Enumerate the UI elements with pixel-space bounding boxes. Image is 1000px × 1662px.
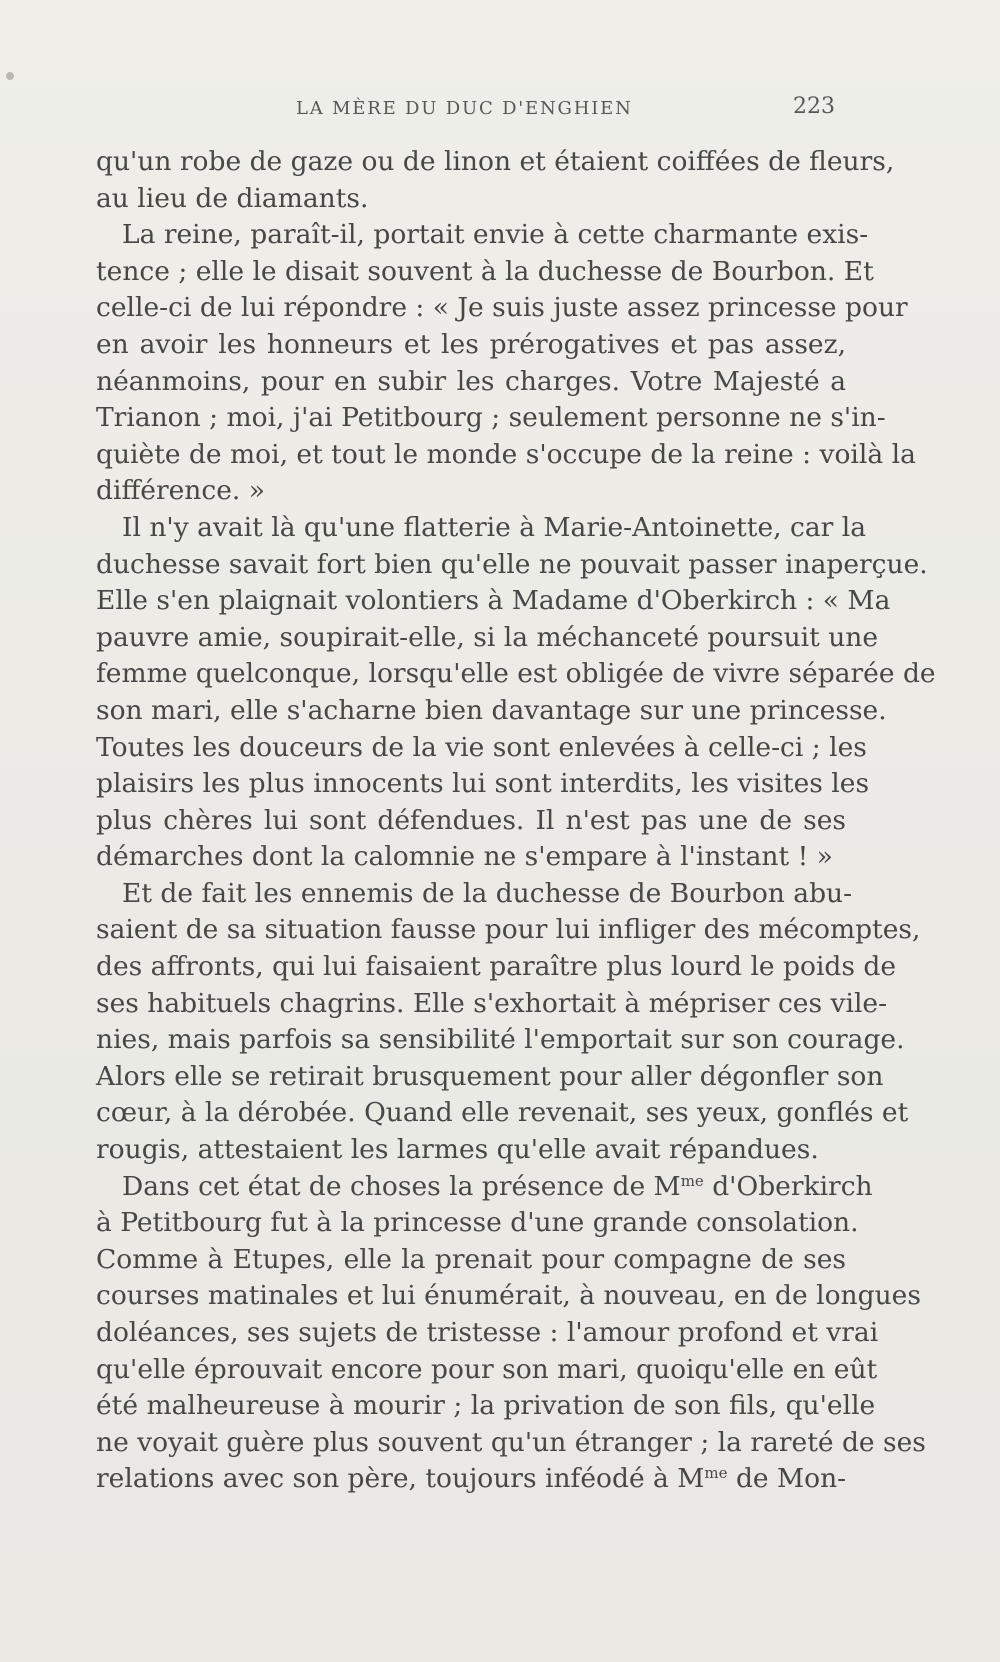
text-line: été malheureuse à mourir ; la privation de son fils, qu'elle: [96, 1390, 876, 1422]
text-line: ne voyait guère plus souvent qu'un étranger ; la rareté de ses: [96, 1426, 926, 1458]
text-line: celle-ci de lui répondre : « Je suis juste assez princesse pour: [96, 292, 908, 324]
text-line: Comme à Etupes, elle la prenait pour compagne de ses: [96, 1243, 846, 1275]
text-line: des affronts, qui lui faisaient paraître plus lourd le poids de: [96, 951, 897, 983]
text-line: duchesse savait fort bien qu'elle ne pouvait passer inaperçue.: [96, 548, 928, 580]
text-fragment: Dans cet état de choses la présence de M: [122, 1170, 681, 1202]
text-line: plus chères lui sont défendues. Il n'est pas une de ses: [96, 804, 846, 836]
text-line: pauvre amie, soupirait-elle, si la méchanceté poursuit une: [96, 621, 879, 653]
text-line: Toutes les douceurs de la vie sont enlevées à celle-ci ; les: [96, 731, 867, 763]
superscript: me: [680, 1171, 704, 1190]
text-fragment: de Mon-: [727, 1463, 847, 1495]
text-line: femme quelconque, lorsqu'elle est obligée de vivre séparée de: [96, 658, 936, 690]
text-fragment: relations avec son père, toujours inféodé à M: [96, 1463, 705, 1495]
paper-speck: [6, 72, 14, 80]
text-line: qu'elle éprouvait encore pour son mari, quoiqu'elle en eût: [96, 1353, 878, 1385]
text-line: Il n'y avait là qu'une flatterie à Marie-Antoinette, car la: [122, 511, 866, 543]
text-line: quiète de moi, et tout le monde s'occupe de la reine : voilà la: [96, 438, 916, 470]
text-line: néanmoins, pour en subir les charges. Votre Majesté a: [96, 365, 846, 397]
text-line: Alors elle se retirait brusquement pour aller dégonfler son: [96, 1060, 884, 1092]
text-line: [96, 1461, 846, 1498]
text-line: Trianon ; moi, j'ai Petitbourg ; seulement personne ne s'in-: [96, 402, 886, 434]
text-line: nies, mais parfois sa sensibilité l'emportait sur son courage.: [96, 1024, 905, 1056]
text-line: courses matinales et lui énumérait, à nouveau, en de longues: [96, 1280, 921, 1312]
text-line: ses habituels chagrins. Elle s'exhortait à mépriser ces vile-: [96, 987, 888, 1019]
text-line: [96, 1169, 873, 1206]
text-line: à Petitbourg fut à la princesse d'une grande consolation.: [96, 1207, 859, 1239]
text-line: doléances, ses sujets de tristesse : l'amour profond et vrai: [96, 1317, 879, 1348]
superscript: me: [704, 1464, 728, 1483]
text-line: saient de sa situation fausse pour lui infliger des mécomptes,: [96, 914, 921, 946]
text-line: qu'un robe de gaze ou de linon et étaient coiffées de fleurs,: [96, 146, 895, 177]
text-line: démarches dont la calomnie ne s'empare à l'instant ! »: [96, 841, 833, 873]
text-line: cœur, à la dérobée. Quand elle revenait, ses yeux, gonflés et: [96, 1097, 909, 1129]
text-line: rougis, attestaient les larmes qu'elle avait répandues.: [96, 1134, 819, 1166]
text-fragment: d'Oberkirch: [703, 1170, 873, 1202]
running-head: LA MÈRE DU DUC D'ENGHIEN: [296, 98, 633, 119]
text-line: La reine, paraît-il, portait envie à cette charmante exis-: [122, 219, 869, 251]
body-text: [96, 144, 936, 1498]
text-line: Et de fait les ennemis de la duchesse de Bourbon abu-: [122, 877, 853, 909]
page-header: [100, 94, 835, 128]
page-number: 223: [793, 94, 835, 119]
text-line: au lieu de diamants.: [96, 182, 369, 214]
text-line: plaisirs les plus innocents lui sont interdits, les visites les: [96, 768, 870, 800]
text-line: en avoir les honneurs et les prérogatives et pas assez,: [96, 328, 846, 360]
text-line: son mari, elle s'acharne bien davantage sur une princesse.: [96, 694, 887, 726]
text-line: Elle s'en plaignait volontiers à Madame d'Oberkirch : « Ma: [96, 585, 891, 617]
text-line: différence. »: [96, 475, 265, 507]
text-line: tence ; elle le disait souvent à la duchesse de Bourbon. Et: [96, 255, 874, 287]
